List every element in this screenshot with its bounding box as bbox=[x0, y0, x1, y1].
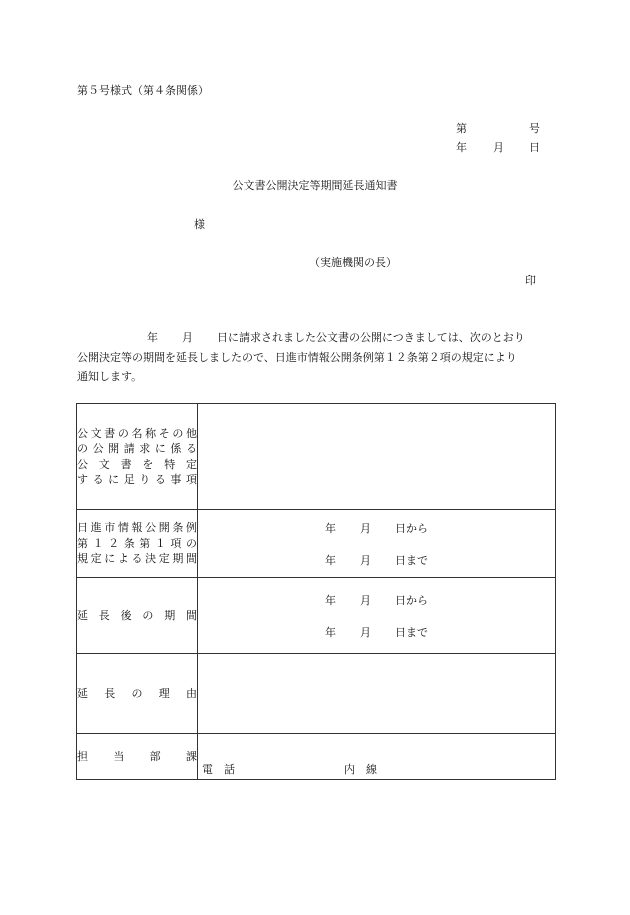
label-document-name: 公文書の名称その他 の公開請求に係る 公文書を特定 するに足りる事項 bbox=[77, 404, 198, 510]
label-extended-period: 延長後の期間 bbox=[77, 578, 198, 654]
decision-period-from: 年 月 日から bbox=[325, 521, 428, 535]
form-number: 第５号様式（第４条関係） bbox=[77, 84, 209, 97]
value-document-name bbox=[198, 404, 556, 510]
addressee-honorific: 様 bbox=[194, 218, 205, 231]
extended-period-until: 年 月 日まで bbox=[325, 625, 428, 639]
seal-mark: 印 bbox=[525, 274, 536, 287]
value-reason bbox=[198, 654, 556, 734]
body-month: 月 bbox=[182, 331, 193, 344]
value-department bbox=[198, 734, 556, 780]
document-title: 公文書公開決定等期間延長通知書 bbox=[232, 179, 398, 192]
decision-period-until: 年 月 日まで bbox=[325, 553, 428, 567]
body-line-2: 公開決定等の期間を延長しましたので、日進市情報公開条例第１２条第２項の規定により bbox=[77, 350, 517, 364]
table-row-extended-period bbox=[77, 578, 556, 654]
label-department: 担当部課 bbox=[77, 734, 198, 780]
notice-body bbox=[77, 328, 557, 387]
extension-label: 内 線 bbox=[344, 763, 377, 776]
body-line-1 bbox=[77, 328, 557, 348]
body-line-1-text: 日に請求されました公文書の公開につきましては、次のとおり bbox=[217, 331, 525, 344]
table-row-document-name bbox=[77, 404, 556, 510]
value-decision-period bbox=[198, 510, 556, 578]
value-extended-period bbox=[198, 578, 556, 654]
doc-number-suffix: 号 bbox=[529, 122, 540, 135]
table-row-reason bbox=[77, 654, 556, 734]
notice-table bbox=[76, 403, 556, 780]
doc-number-prefix: 第 bbox=[456, 122, 467, 135]
agency-head: （実施機関の長） bbox=[309, 256, 397, 269]
table-row-department bbox=[77, 734, 556, 780]
body-year: 年 bbox=[147, 331, 158, 344]
extended-period-from: 年 月 日から bbox=[325, 593, 428, 607]
issue-date-year: 年 bbox=[456, 141, 467, 154]
table-row-decision-period bbox=[77, 510, 556, 578]
body-line-3: 通知します。 bbox=[77, 370, 143, 383]
label-reason: 延長の理由 bbox=[77, 654, 198, 734]
phone-label: 電 話 bbox=[202, 763, 235, 776]
label-decision-period: 日進市情報公開条例 第１２条第１項の 規定による決定期間 bbox=[77, 510, 198, 578]
issue-date-month: 月 bbox=[493, 141, 504, 154]
issue-date-day: 日 bbox=[529, 141, 540, 154]
